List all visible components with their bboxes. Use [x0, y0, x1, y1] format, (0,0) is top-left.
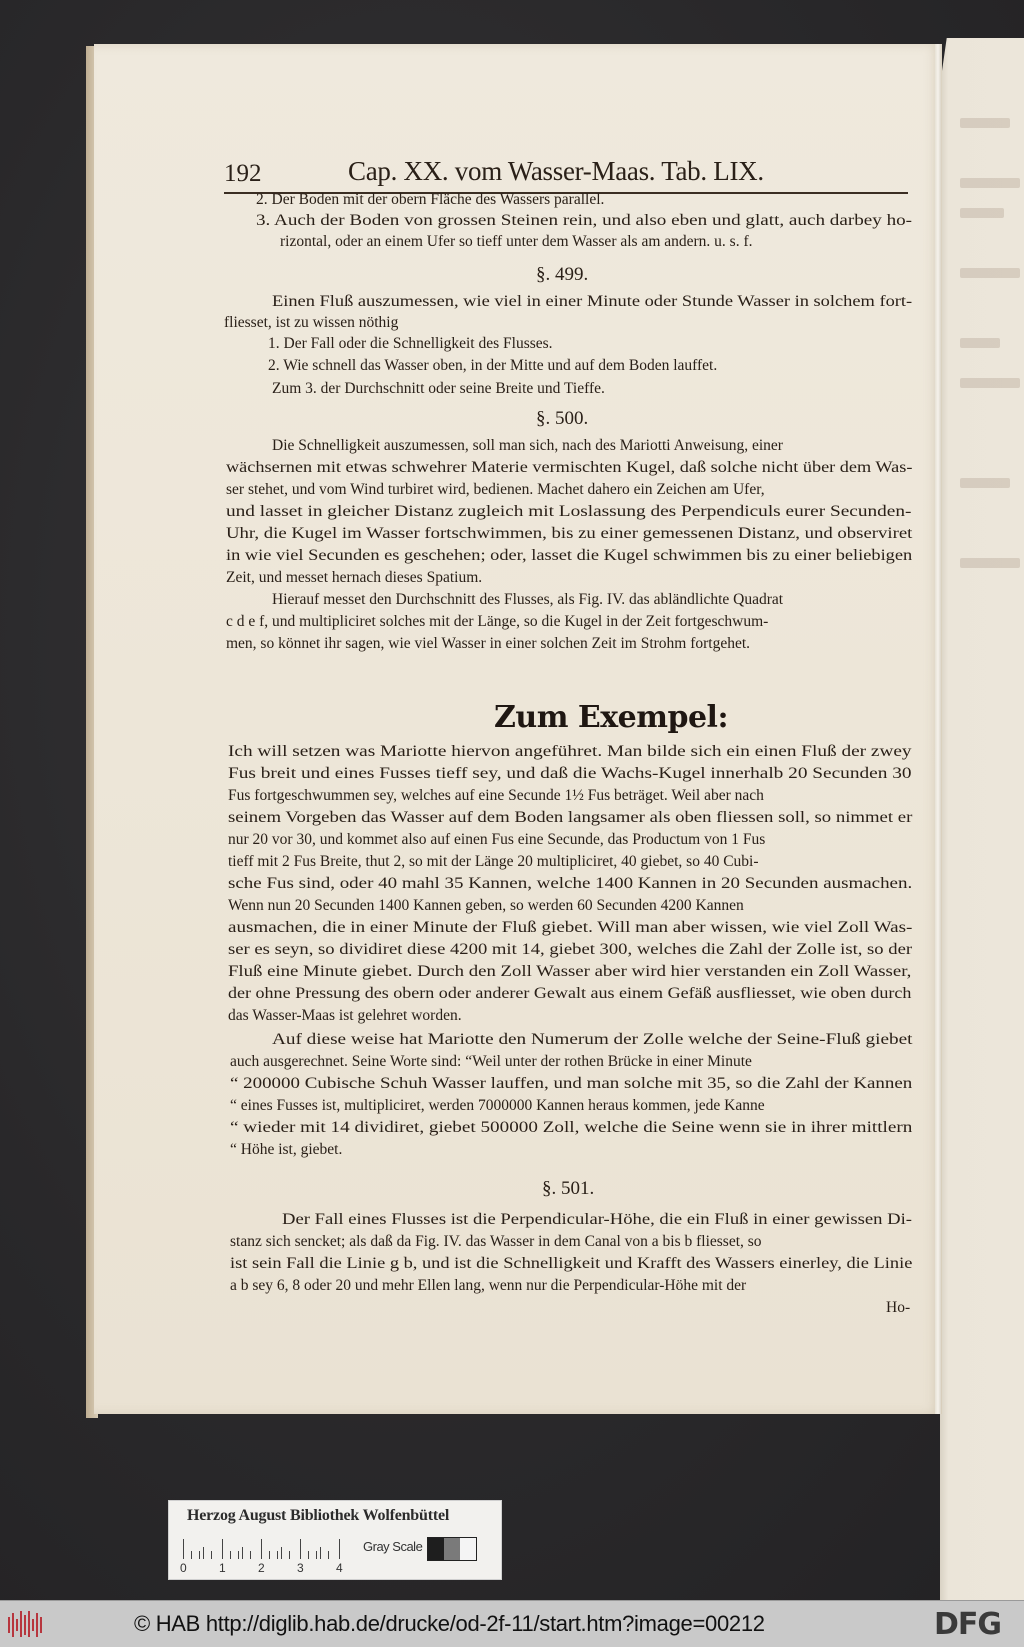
text-line: und lasset in gleicher Distanz zugleich mit Loslassung des Perpendiculs eurer Secunden- — [226, 503, 912, 520]
list-item: Zum 3. der Durchschnitt oder seine Breite und Tieffe. — [272, 380, 605, 397]
example-heading: Zum Exempel: — [494, 700, 729, 735]
ruler-tick — [191, 1551, 192, 1559]
text-line: Fus fortgeschwummen sey, welches auf eine Secunde 1½ Fus beträget. Weil aber nach — [228, 787, 764, 804]
quote-line: “ eines Fusses ist, multipliciret, werden 7000000 Kannen heraus kommen, jede Kanne — [230, 1097, 765, 1114]
library-scale-card — [168, 1500, 502, 1580]
bleed-through-text — [960, 178, 1020, 188]
text-line: Auf diese weise hat Mariotte den Numerum der Zolle welche der Seine-Fluß giebet — [272, 1031, 913, 1048]
ruler-tick — [281, 1547, 282, 1559]
swatch-gray — [444, 1538, 460, 1560]
swatch-white — [460, 1538, 476, 1560]
ruler-tick — [242, 1547, 243, 1559]
page-gutter — [935, 44, 941, 1414]
text-line: auch ausgerechnet. Seine Worte sind: “Weil unter der rothen Brücke in einer Minute — [230, 1053, 752, 1070]
text-line: das Wasser-Maas ist gelehret worden. — [228, 1007, 462, 1024]
text-line: c d e f, und multipliciret solches mit der Länge, so die Kugel in der Zeit fortgeschwum- — [226, 613, 769, 630]
bleed-through-text — [960, 118, 1010, 128]
ruler-number: 1 — [219, 1561, 226, 1575]
text-line: in wie viel Secunden es geschehen; oder, lasset die Kugel schwimmen bis zu einer beliebigen — [226, 547, 913, 564]
ruler-number: 3 — [297, 1561, 304, 1575]
text-line: Der Fall eines Flusses ist die Perpendicular-Höhe, die ein Fluß in einer gewissen Di- — [282, 1211, 912, 1228]
dfg-logo: DFG — [934, 1607, 1002, 1642]
text-line: Uhr, die Kugel im Wasser fortschwimmen, bis zu einer gemessenen Distanz, und observiret — [226, 525, 913, 542]
library-name: Herzog August Bibliothek Wolfenbüttel — [187, 1507, 450, 1524]
list-item: 2. Wie schnell das Wasser oben, in der Mitte und auf dem Boden lauffet. — [268, 357, 718, 374]
section-heading: §. 500. — [536, 408, 589, 429]
bleed-through-text — [960, 378, 1020, 388]
ruler-tick — [328, 1551, 329, 1559]
text-line: nur 20 vor 30, und kommet also auf einen Fus eine Secunde, das Productum von 1 Fus — [228, 831, 766, 848]
text-line: ser es seyn, so dividiret diese 4200 mit 14, giebet 300, welches die Zahl der Zolle ist, so der — [228, 941, 913, 958]
cm-ruler — [180, 1535, 343, 1575]
bleed-through-text — [960, 208, 1004, 218]
text-line: Die Schnelligkeit auszumessen, soll man sich, nach des Mariotti Anweisung, einer — [272, 437, 783, 454]
gray-scale-label: Gray Scale — [363, 1539, 423, 1554]
section-heading: §. 501. — [542, 1178, 595, 1199]
ruler-tick — [261, 1539, 262, 1559]
list-item: 1. Der Fall oder die Schnelligkeit des Flusses. — [268, 335, 553, 352]
running-title: Cap. XX. vom Wasser-Maas. Tab. LIX. — [348, 156, 764, 186]
ruler-tick — [339, 1539, 340, 1559]
swatch-black — [428, 1538, 444, 1560]
text-line: Wenn nun 20 Secunden 1400 Kannen geben, so werden 60 Secunden 4200 Kannen — [228, 897, 744, 914]
text-line: wächsernen mit etwas schwehrer Materie vermischten Kugel, daß solche nicht über dem Was- — [226, 459, 913, 476]
ruler-tick — [199, 1551, 200, 1559]
text-line: Fluß eine Minute giebet. Durch den Zoll Wasser aber wird hier verstanden ein Zoll Wasser, — [228, 963, 912, 980]
text-line: Zeit, und messet hernach dieses Spatium. — [226, 569, 483, 586]
quote-line: “ 200000 Cubische Schuh Wasser lauffen, und man solche mit 35, so die Zahl der Kannen — [230, 1075, 913, 1092]
text-line: tieff mit 2 Fus Breite, thut 2, so mit der Länge 20 multipliciret, 40 giebet, so 40 Cubi- — [228, 853, 759, 870]
text-line: a b sey 6, 8 oder 20 und mehr Ellen lang, wenn nur die Perpendicular-Höhe mit der — [230, 1277, 747, 1294]
text-line: ausmachen, die in einer Minute der Fluß giebet. Will man aber wissen, wie viel Zoll Was- — [228, 919, 913, 936]
quote-line: “ Höhe ist, giebet. — [230, 1141, 343, 1158]
facing-page-edge — [940, 38, 1024, 1600]
ruler-tick — [230, 1551, 231, 1559]
list-item: 3. Auch der Boden von grossen Steinen rein, und also eben und glatt, auch darbey ho- — [256, 212, 913, 229]
ruler-tick — [269, 1551, 270, 1559]
ruler-tick — [183, 1539, 184, 1559]
hab-logo-icon — [6, 1609, 46, 1639]
ruler-tick — [238, 1551, 239, 1559]
list-item: 2. Der Boden mit der obern Fläche des Wassers parallel. — [256, 191, 605, 208]
text-line: ist sein Fall die Linie g b, und ist die Schnelligkeit und Krafft des Wassers einerley, die Linie — [230, 1255, 913, 1272]
footer-bar — [0, 1600, 1024, 1647]
text-line: seinem Vorgeben das Wasser auf dem Boden langsamer als oben fliessen soll, so nimmet er — [228, 809, 913, 826]
ruler-tick — [203, 1547, 204, 1559]
ruler-tick — [300, 1539, 301, 1559]
text-line: Fus breit und eines Fusses tieff sey, und daß die Wachs-Kugel innerhalb 20 Secunden 30 — [228, 765, 912, 782]
bleed-through-text — [960, 268, 1020, 278]
bleed-through-text — [960, 478, 1010, 488]
text-line: ser stehet, und vom Wind turbiret wird, bedienen. Machet dahero ein Zeichen am Ufer, — [226, 481, 765, 498]
bleed-through-text — [960, 558, 1020, 568]
text-line: Ich will setzen was Mariotte hiervon angeführet. Man bilde sich ein einen Fluß der zwey — [228, 743, 912, 760]
text-line: sche Fus sind, oder 40 mahl 35 Kannen, welche 1400 Kannen in 20 Secunden ausmachen. — [228, 875, 913, 892]
ruler-tick — [211, 1551, 212, 1559]
quote-line: “ wieder mit 14 dividiret, giebet 500000 Zoll, welche die Seine wenn sie in ihrer mittlern — [230, 1119, 913, 1136]
ruler-tick — [250, 1551, 251, 1559]
text-line: fliesset, ist zu wissen nöthig — [224, 314, 399, 331]
gray-scale-swatches — [427, 1537, 477, 1561]
page-number: 192 — [224, 160, 262, 187]
text-line: Einen Fluß auszumessen, wie viel in einer Minute oder Stunde Wasser in solchem fort- — [272, 293, 913, 310]
bleed-through-text — [960, 338, 1000, 348]
ruler-tick — [222, 1539, 223, 1559]
ruler-number: 0 — [180, 1561, 187, 1575]
text-line: Hierauf messet den Durchschnitt des Flusses, als Fig. IV. das abländlichte Quadrat — [272, 591, 784, 608]
section-heading: §. 499. — [536, 264, 589, 285]
ruler-tick — [316, 1551, 317, 1559]
ruler-number: 4 — [336, 1561, 343, 1575]
ruler-tick — [277, 1551, 278, 1559]
text-line: stanz sich sencket; als daß da Fig. IV. das Wasser in dem Canal von a bis b fliesset, so — [230, 1233, 762, 1250]
text-line: der ohne Pressung des obern oder anderer Gewalt aus einem Gefäß ausfliesset, wie oben durch — [228, 985, 912, 1002]
ruler-tick — [308, 1551, 309, 1559]
running-header — [224, 156, 914, 192]
ruler-tick — [289, 1551, 290, 1559]
text-line: men, so könnet ihr sagen, wie viel Wasser in einer solchen Zeit im Strohm fortgehet. — [226, 635, 751, 652]
ruler-tick — [320, 1547, 321, 1559]
list-item: rizontal, oder an einem Ufer so tieff unter dem Wasser als am andern. u. s. f. — [280, 233, 753, 250]
source-link[interactable]: © HAB http://diglib.hab.de/drucke/od-2f-11/start.htm?image=00212 — [134, 1611, 765, 1636]
catchword: Ho- — [886, 1299, 911, 1316]
ruler-number: 2 — [258, 1561, 265, 1575]
